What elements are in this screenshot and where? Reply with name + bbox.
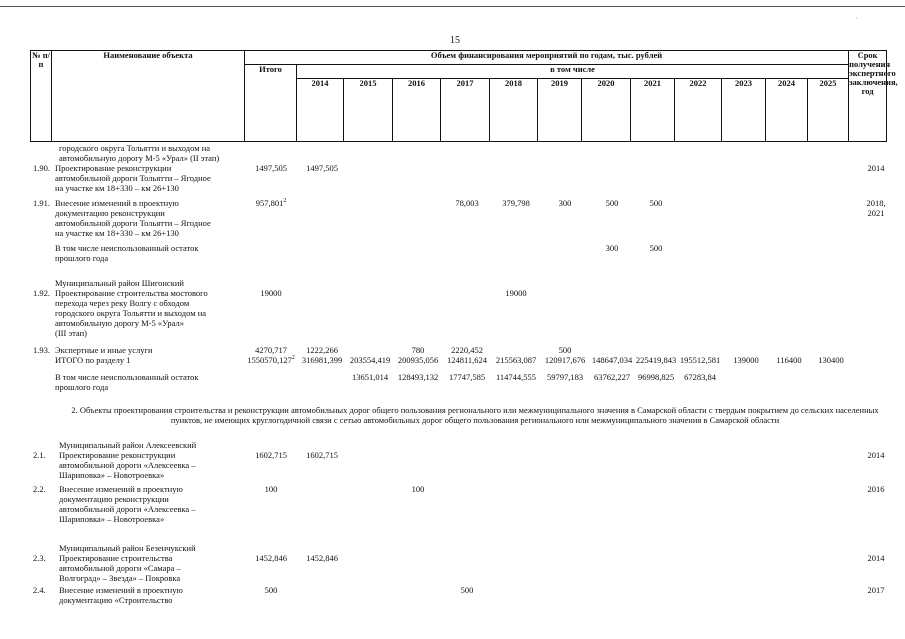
- header-year: 2024: [766, 79, 808, 142]
- header-num: № п/п: [31, 51, 52, 142]
- row-number: 2.4.: [33, 585, 46, 595]
- value-cell: 139000: [733, 355, 759, 365]
- value-cell: 300: [605, 243, 619, 253]
- row-name-line: перехода через реку Волгу с обходом: [55, 298, 190, 308]
- row-name-line: документацию реконструкции: [55, 208, 165, 218]
- header-year: 2016: [393, 79, 441, 142]
- district-label: Муниципальный район Безенчукский: [59, 543, 196, 553]
- value-cell: 195512,581: [679, 355, 721, 365]
- value-cell: 100: [264, 484, 278, 494]
- row-number: 1.93.: [33, 345, 50, 355]
- value-cell: 200935,056: [397, 355, 439, 365]
- district-label: Муниципальный район Шигонский: [55, 278, 184, 288]
- value-cell: 780: [411, 345, 425, 355]
- deadline-value: 2018, 2021: [866, 198, 886, 218]
- table-header: [30, 50, 898, 142]
- row-name-line: Экспертные и иные услуги: [55, 345, 153, 355]
- row-number: 2.2.: [33, 484, 46, 494]
- value-cell: 500: [649, 243, 663, 253]
- deadline-value: 2014: [867, 450, 885, 460]
- value-cell: 500: [460, 585, 474, 595]
- value-cell: 1497,505: [255, 163, 287, 173]
- header-year: 2017: [441, 79, 490, 142]
- value-cell: 225419,843: [635, 355, 677, 365]
- row-name-line: автомобильную дорогу М-5 «Урал»: [55, 318, 184, 328]
- value-cell: 300: [558, 198, 572, 208]
- row-name-line: автомобильной дороги «Алексеевка –: [59, 504, 196, 514]
- row-number: 1.92.: [33, 288, 50, 298]
- value-cell: 120917,676: [544, 355, 586, 365]
- value-cell: 1550570,127$^2$: [247, 355, 295, 365]
- row-name-line: Волгоград» – Звезда» – Покровка: [59, 573, 181, 583]
- header-financing: Объем финансирования мероприятий по годам, тыс. рублей: [245, 51, 849, 65]
- row-name-line: на участке км 18+330 – км 26+130: [55, 183, 179, 193]
- value-cell: 19000: [505, 288, 527, 298]
- deadline-value: 2014: [867, 163, 885, 173]
- row-name-line: городского округа Тольятти и выходом на: [55, 308, 207, 318]
- header-year: 2015: [344, 79, 393, 142]
- value-cell: 19000: [260, 288, 282, 298]
- value-cell: 130400: [818, 355, 844, 365]
- value-cell: 59797,183: [546, 372, 584, 382]
- value-cell: 1602,715: [255, 450, 287, 460]
- header-year: 2021: [631, 79, 675, 142]
- row-name-line: (III этап): [55, 328, 87, 338]
- value-cell: 215563,087: [495, 355, 537, 365]
- row-name-line: В том числе неиспользованный остаток: [55, 243, 199, 253]
- row-name-line: Проектирование реконструкции: [55, 163, 172, 173]
- value-cell: 114744,555: [495, 372, 537, 382]
- value-cell: 500: [558, 345, 572, 355]
- deadline-value: 2017: [867, 585, 885, 595]
- value-cell: 500: [605, 198, 619, 208]
- value-cell: 500: [649, 198, 663, 208]
- section-2-title: 2. Объекты проектирования строительства и реконструкции автомобильных дорог общего пользования регионального или межмуниципального значения в Самарской области с твердым покрытием до сельских населенных пунктов, не имеющих круглогодичной связи с сетью автомобильных дорог общего пользования регионального или межмуниципального значения в Самарской области: [71, 405, 879, 425]
- row-name-line: документацию «Строительство: [59, 595, 173, 605]
- value-cell: 78,003: [455, 198, 479, 208]
- header-name: Наименование объекта: [52, 51, 245, 142]
- header-year: 2019: [538, 79, 582, 142]
- value-cell: 100: [411, 484, 425, 494]
- value-cell: 128493,132: [397, 372, 439, 382]
- continuation-line: городского округа Тольятти и выходом на: [59, 143, 211, 153]
- value-cell: 1497,505: [306, 163, 338, 173]
- header-including: в том числе: [297, 65, 849, 79]
- scan-mark: ·: [855, 14, 858, 23]
- row-number: 1.90.: [33, 163, 50, 173]
- row-name-line: В том числе неиспользованный остаток: [55, 372, 199, 382]
- header-year: 2023: [722, 79, 766, 142]
- row-name-line: прошлого года: [55, 382, 109, 392]
- value-cell: 1222,266: [306, 345, 338, 355]
- row-name-line: на участке км 18+330 – км 26+130: [55, 228, 179, 238]
- value-cell: 957,801$^2$: [255, 198, 287, 208]
- page-number: 15: [450, 35, 460, 46]
- deadline-value: 2016: [867, 484, 885, 494]
- row-name-line: автомобильной дороги «Алексеевка –: [59, 460, 196, 470]
- row-name-line: автомобильной дороги Тольятти – Ягодное: [55, 173, 211, 183]
- row-name-line: Проектирование строительства: [59, 553, 173, 563]
- value-cell: 67283,84: [684, 372, 716, 382]
- row-number: 1.91.: [33, 198, 50, 208]
- value-cell: 17747,585: [448, 372, 486, 382]
- header-year: 2020: [582, 79, 631, 142]
- header-year: 2022: [675, 79, 722, 142]
- district-label: Муниципальный район Алексеевский: [59, 440, 197, 450]
- value-cell: 63762,227: [593, 372, 631, 382]
- row-number: 2.3.: [33, 553, 46, 563]
- top-rule: [0, 6, 905, 7]
- row-name-line: Внесение изменений в проектную: [59, 585, 183, 595]
- value-cell: 1452,846: [255, 553, 287, 563]
- row-name-line: Внесение изменений в проектную: [59, 484, 183, 494]
- value-cell: 1602,715: [306, 450, 338, 460]
- header-year: 2014: [297, 79, 344, 142]
- row-name-line: Проектирование реконструкции: [59, 450, 176, 460]
- value-cell: 203554,419: [349, 355, 391, 365]
- row-name-line: Шариповка» – Новотроевка»: [59, 514, 165, 524]
- header-year: 2018: [490, 79, 538, 142]
- row-name-line: Шариповка» – Новотроевка»: [59, 470, 165, 480]
- header-deadline: Срок получения экспертного заключения, год: [849, 51, 887, 142]
- value-cell: 96998,825: [637, 372, 675, 382]
- header-year: 2025: [808, 79, 849, 142]
- value-cell: 116400: [776, 355, 802, 365]
- value-cell: 4270,717: [255, 345, 287, 355]
- row-number: 2.1.: [33, 450, 46, 460]
- row-name-line: документацию реконструкции: [59, 494, 169, 504]
- value-cell: 13651,014: [351, 372, 389, 382]
- value-cell: 1452,846: [306, 553, 338, 563]
- row-name-line: Проектирование строительства мостового: [55, 288, 208, 298]
- row-name-line: прошлого года: [55, 253, 109, 263]
- header-total: Итого: [245, 65, 297, 142]
- continuation-line: автомобильную дорогу М-5 «Урал» (II этап): [59, 153, 220, 163]
- value-cell: 124811,624: [446, 355, 488, 365]
- row-name-line: автомобильной дороги Тольятти – Ягодное: [55, 218, 211, 228]
- row-name-line: ИТОГО по разделу 1: [55, 355, 131, 365]
- value-cell: 2220,452: [451, 345, 483, 355]
- value-cell: 316981,399: [301, 355, 343, 365]
- value-cell: 148647,034: [591, 355, 633, 365]
- row-name-line: автомобильной дороги «Самара –: [59, 563, 181, 573]
- deadline-value: 2014: [867, 553, 885, 563]
- row-name-line: Внесение изменений в проектную: [55, 198, 179, 208]
- value-cell: 379,798: [502, 198, 530, 208]
- value-cell: 500: [264, 585, 278, 595]
